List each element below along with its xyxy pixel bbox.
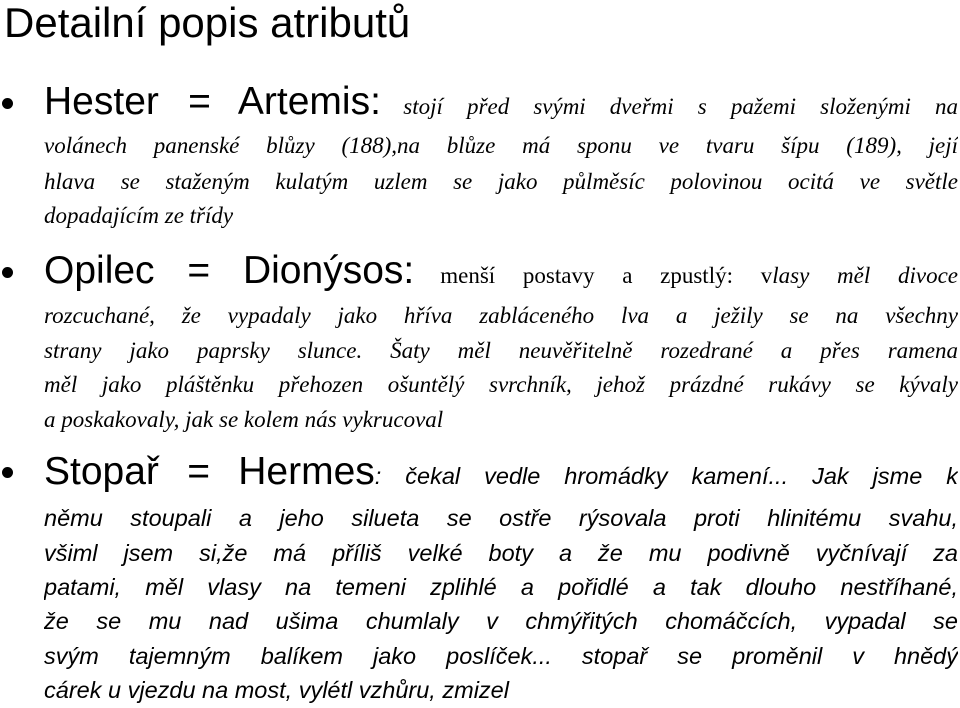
slide-title: Detailní popis atributů xyxy=(4,0,411,46)
bullet-text: stojí před svými dveřmi s pažemi složenými na xyxy=(403,94,958,119)
bullet-head-line xyxy=(44,249,958,301)
bullet-text: volánech panenské blůzy (188),na blůze má sponu ve tvaru šípu (189), její xyxy=(44,133,958,158)
bullet-text: patami, měl vlasy na temeni zplihlé a pořidlé a tak dlouho nestříhané, xyxy=(44,574,958,600)
bullet-heading: Hester = Artemis: xyxy=(44,80,381,123)
bullet-text: všiml jsem si,že má příliš velké boty a že mu podivně vyčnívají za xyxy=(44,540,958,566)
bullet-text: a poskakovaly, jak se kolem nás vykrucoval xyxy=(44,407,444,432)
bullet-heading: Stopař = Hermes xyxy=(44,450,375,493)
bullet-text: lasy měl divoce xyxy=(772,263,958,288)
bullet-text: rozcuchané, že vypadaly jako hříva zabláceného lva a ježily se na všechny xyxy=(44,303,958,328)
bullet-dot xyxy=(2,98,13,109)
bullet-head-line xyxy=(44,80,958,132)
bullet-dot xyxy=(2,467,13,478)
bullet-text: svým tajemným balíkem jako poslíček... stopař se proměnil v hnědý xyxy=(44,643,958,669)
bullet-text: strany jako paprsky slunce. Šaty měl neuvěřitelně rozedrané a přes ramena xyxy=(44,338,958,363)
bullet-head-line xyxy=(44,450,958,502)
bullet-text: cárek u vjezdu na most, vylétl vzhůru, zmizel xyxy=(44,677,509,703)
bullet-text: němu stoupali a jeho silueta se ostře rýsovala proti hlinitému svahu, xyxy=(44,505,958,531)
bullet-text: : čekal vedle hromádky kamení... Jak jsme k xyxy=(374,463,958,489)
bullet-text: hlava se staženým kulatým uzlem se jako půlměsíc polovinou ocitá ve světle xyxy=(44,169,958,194)
bullet-dot xyxy=(2,267,13,278)
bullet-text: měl jako pláštěnku přehozen ošuntělý svrchník, jehož prázdné rukávy se kývaly xyxy=(44,372,958,397)
bullet-text: menší postavy a zpustlý: v xyxy=(440,263,773,288)
bullet-text: dopadajícím ze třídy xyxy=(44,203,234,228)
bullet-text: že se mu nad ušima chumlaly v chmýřitých chomáčcích, vypadal se xyxy=(44,608,958,634)
bullet-heading: Opilec = Dionýsos: xyxy=(44,249,415,292)
